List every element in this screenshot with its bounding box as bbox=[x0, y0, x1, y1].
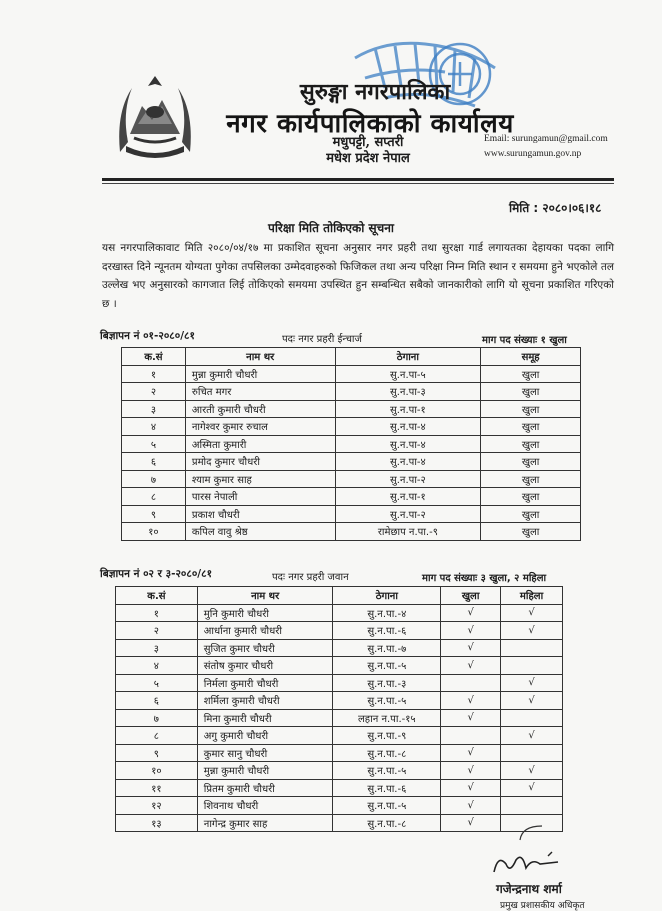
table-row bbox=[122, 453, 581, 471]
table-cell: खुला bbox=[481, 365, 581, 383]
table-cell: √ bbox=[441, 657, 501, 675]
table-row bbox=[122, 523, 581, 541]
table-cell: खुला bbox=[481, 418, 581, 436]
table-cell: १ bbox=[116, 604, 198, 622]
column-header: क.सं bbox=[116, 587, 198, 605]
table-cell: √ bbox=[501, 779, 563, 797]
ad1-number: बिज्ञापन नं ०१-२०८०/८१ bbox=[100, 330, 195, 342]
table-cell: ४ bbox=[116, 657, 198, 675]
table-cell: खुला bbox=[481, 453, 581, 471]
table-row bbox=[122, 383, 581, 401]
table-cell: मुन्ना कुमारी चौधरी bbox=[197, 762, 333, 780]
table-cell: खुला bbox=[481, 400, 581, 418]
table-cell: सु.न.पा.-८ bbox=[333, 744, 441, 762]
table-cell: अस्मिता कुमारी bbox=[185, 435, 335, 453]
table-row bbox=[116, 814, 563, 832]
signature-icon bbox=[488, 848, 568, 880]
table-row bbox=[122, 418, 581, 436]
candidates-table-2 bbox=[115, 586, 563, 832]
table-cell: कुमार सानु चौधरी bbox=[197, 744, 333, 762]
column-header: समूह bbox=[481, 348, 581, 366]
pen-mark-icon bbox=[512, 822, 552, 842]
header-divider-thin bbox=[102, 183, 614, 184]
ad2-seats: माग पद संख्याः ३ खुला, २ महिला bbox=[422, 573, 547, 584]
table-cell: लहान न.पा.-१५ bbox=[333, 709, 441, 727]
table-cell: खुला bbox=[481, 383, 581, 401]
office-name: नगर कार्यपालिकाको कार्यालय bbox=[226, 109, 514, 139]
table-header-row bbox=[122, 348, 581, 366]
table-cell: १३ bbox=[116, 814, 198, 832]
table-cell: सु.न.पा.-६ bbox=[333, 779, 441, 797]
table-cell: सु.न.पा-४ bbox=[335, 453, 481, 471]
table-cell: ७ bbox=[116, 709, 198, 727]
table-cell: खुला bbox=[481, 523, 581, 541]
table-cell: √ bbox=[501, 604, 563, 622]
table-row bbox=[116, 674, 563, 692]
contact-website: www.surungamun.gov.np bbox=[484, 149, 582, 159]
table-row bbox=[116, 657, 563, 675]
table-row bbox=[116, 727, 563, 745]
table-cell bbox=[501, 657, 563, 675]
table-cell: √ bbox=[441, 622, 501, 640]
table-cell: √ bbox=[501, 762, 563, 780]
table-cell: आरती कुमारी चौधरी bbox=[185, 400, 335, 418]
table-cell: नागेन्द्र कुमार साह bbox=[197, 814, 333, 832]
table-cell: संतोष कुमार चौधरी bbox=[197, 657, 333, 675]
table-cell: नागेश्वर कुमार रुचाल bbox=[185, 418, 335, 436]
notice-title: परिक्षा मिति तोकिएको सूचना bbox=[268, 221, 395, 235]
table-cell: सु.न.पा.-६ bbox=[333, 622, 441, 640]
table-row bbox=[122, 470, 581, 488]
table-cell: ५ bbox=[116, 674, 198, 692]
table-cell: आर्धाना कुमारी चौधरी bbox=[197, 622, 333, 640]
table-cell: १ bbox=[122, 365, 186, 383]
table-row bbox=[122, 365, 581, 383]
table-cell bbox=[441, 674, 501, 692]
table-header-row bbox=[116, 587, 563, 605]
table-cell: शिवनाथ चौधरी bbox=[197, 797, 333, 815]
table-cell: निर्मला कुमारी चौधरी bbox=[197, 674, 333, 692]
column-header: क.सं bbox=[122, 348, 186, 366]
table-row bbox=[122, 505, 581, 523]
table-cell: √ bbox=[501, 674, 563, 692]
column-header: खुला bbox=[441, 587, 501, 605]
nepal-emblem-icon bbox=[112, 72, 198, 162]
table-row bbox=[116, 797, 563, 815]
table-cell: १० bbox=[116, 762, 198, 780]
table-cell: ४ bbox=[122, 418, 186, 436]
table-cell: √ bbox=[441, 762, 501, 780]
table-cell: खुला bbox=[481, 470, 581, 488]
table-cell: ६ bbox=[122, 453, 186, 471]
table-cell: खुला bbox=[481, 505, 581, 523]
table-cell: श्याम कुमार साह bbox=[185, 470, 335, 488]
table-cell: शर्मिला कुमारी चौधरी bbox=[197, 692, 333, 710]
table-cell: मिना कुमारी चौधरी bbox=[197, 709, 333, 727]
table-cell: सु.न.पा-१ bbox=[335, 488, 481, 506]
table-cell: √ bbox=[441, 604, 501, 622]
table-cell: √ bbox=[501, 727, 563, 745]
table-cell: सु.न.पा.-४ bbox=[333, 604, 441, 622]
table-row bbox=[116, 622, 563, 640]
table-cell: √ bbox=[501, 692, 563, 710]
table-cell: प्रितम कुमारी चौधरी bbox=[197, 779, 333, 797]
signatory-title: प्रमुख प्रशासकीय अधिकृत bbox=[500, 901, 585, 911]
municipality-name: सुरुङ्गा नगरपालिका bbox=[299, 79, 451, 105]
table-cell: खुला bbox=[481, 435, 581, 453]
table-cell: ९ bbox=[122, 505, 186, 523]
address-line2: मधेश प्रदेश नेपाल bbox=[326, 151, 410, 166]
column-header: महिला bbox=[501, 587, 563, 605]
ad1-post: पदः नगर प्रहरी ईन्चार्ज bbox=[282, 334, 362, 345]
table-cell: √ bbox=[441, 779, 501, 797]
table-cell: कपिल वावु श्रेष्ठ bbox=[185, 523, 335, 541]
contact-email: Email: surungamun@gmail.com bbox=[484, 134, 608, 144]
table-cell: २ bbox=[116, 622, 198, 640]
table-cell: √ bbox=[441, 744, 501, 762]
table-row bbox=[116, 744, 563, 762]
table-cell: ११ bbox=[116, 779, 198, 797]
table-cell: ८ bbox=[116, 727, 198, 745]
table-cell bbox=[441, 727, 501, 745]
table-cell bbox=[501, 639, 563, 657]
column-header: ठेगाना bbox=[335, 348, 481, 366]
table-cell: √ bbox=[441, 797, 501, 815]
table-row bbox=[116, 692, 563, 710]
ad2-post: पदः नगर प्रहरी जवान bbox=[272, 572, 349, 583]
table-cell: सु.न.पा-४ bbox=[335, 435, 481, 453]
table-row bbox=[116, 709, 563, 727]
table-row bbox=[122, 435, 581, 453]
table-cell: ८ bbox=[122, 488, 186, 506]
table-cell: प्रमोद कुमार चौधरी bbox=[185, 453, 335, 471]
notice-date: मिति : २०८०।०६।१८ bbox=[509, 201, 602, 215]
table-cell: १० bbox=[122, 523, 186, 541]
table-cell: ६ bbox=[116, 692, 198, 710]
table-cell bbox=[501, 797, 563, 815]
table-cell: १२ bbox=[116, 797, 198, 815]
table-row bbox=[122, 488, 581, 506]
table-cell: रुचित मगर bbox=[185, 383, 335, 401]
table-cell: सु.न.पा-१ bbox=[335, 400, 481, 418]
table-cell: सु.न.पा.-५ bbox=[333, 692, 441, 710]
table-cell: √ bbox=[441, 814, 501, 832]
table-cell: सु.न.पा-४ bbox=[335, 418, 481, 436]
table-cell: सु.न.पा-५ bbox=[335, 365, 481, 383]
ad1-seats: माग पद संख्याः १ खुला bbox=[482, 335, 567, 346]
table-row bbox=[116, 639, 563, 657]
table-cell: √ bbox=[441, 692, 501, 710]
signatory-name: गजेन्द्रनाथ शर्मा bbox=[496, 882, 562, 896]
table-cell: मुन्ना कुमारी चौधरी bbox=[185, 365, 335, 383]
table-cell: पारस नेपाली bbox=[185, 488, 335, 506]
column-header: नाम थर bbox=[197, 587, 333, 605]
table-cell: ७ bbox=[122, 470, 186, 488]
column-header: ठेगाना bbox=[333, 587, 441, 605]
header-divider bbox=[102, 178, 614, 181]
table-cell: सु.न.पा.-९ bbox=[333, 727, 441, 745]
table-row bbox=[122, 400, 581, 418]
table-cell: सु.न.पा.-५ bbox=[333, 657, 441, 675]
table-cell: ९ bbox=[116, 744, 198, 762]
table-cell: सुजित कुमार चौधरी bbox=[197, 639, 333, 657]
table-cell: सु.न.पा-२ bbox=[335, 470, 481, 488]
table-cell: √ bbox=[441, 709, 501, 727]
column-header: नाम थर bbox=[185, 348, 335, 366]
table-cell: रामेछाप न.पा.-९ bbox=[335, 523, 481, 541]
table-cell: ५ bbox=[122, 435, 186, 453]
table-cell: ३ bbox=[116, 639, 198, 657]
table-cell: अगु कुमारी चौधरी bbox=[197, 727, 333, 745]
table-row bbox=[116, 604, 563, 622]
table-cell: सु.न.पा.-८ bbox=[333, 814, 441, 832]
table-cell: सु.न.पा.-५ bbox=[333, 762, 441, 780]
table-cell: सु.न.पा-२ bbox=[335, 505, 481, 523]
table-cell: सु.न.पा.-७ bbox=[333, 639, 441, 657]
candidates-table-1 bbox=[121, 347, 581, 541]
table-cell: ३ bbox=[122, 400, 186, 418]
table-cell bbox=[501, 709, 563, 727]
table-row bbox=[116, 779, 563, 797]
address-line1: मधुपट्टी, सप्तरी bbox=[332, 135, 404, 150]
table-cell: सु.न.पा.-३ bbox=[333, 674, 441, 692]
table-cell bbox=[501, 744, 563, 762]
ad2-number: बिज्ञापन नं ०२ र ३-२०८०/८१ bbox=[100, 568, 213, 580]
table-cell: सु.न.पा.-५ bbox=[333, 797, 441, 815]
table-cell: √ bbox=[441, 639, 501, 657]
table-cell: मुनि कुमारी चौधरी bbox=[197, 604, 333, 622]
table-row bbox=[116, 762, 563, 780]
table-cell: सु.न.पा-३ bbox=[335, 383, 481, 401]
table-cell: २ bbox=[122, 383, 186, 401]
notice-body: यस नगरपालिकावाट मिति २०८०/०४/१७ मा प्रकाशित सूचना अनुसार नगर प्रहरी तथा सुरक्षा गार्ड लगायतका देहायका पदका लागि दरखास्त दिने न्यूनतम योग्यता पुगेका तपसिलका उम्मेदवाहरुको फिजिकल तथा अन्य परिक्षा निम्न मिति स्थान र समयमा हुने भएकोले तल उल्लेख भए अनुसारको कागजात लिई तोकिएको समयमा उपस्थित हुन सम्बन्धित सबैको जानकारीको लागि यो सूचना प्रकाशित गरिएको छ । bbox=[102, 242, 614, 310]
table-cell: √ bbox=[501, 622, 563, 640]
table-cell: खुला bbox=[481, 488, 581, 506]
table-cell: प्रकाश चौधरी bbox=[185, 505, 335, 523]
